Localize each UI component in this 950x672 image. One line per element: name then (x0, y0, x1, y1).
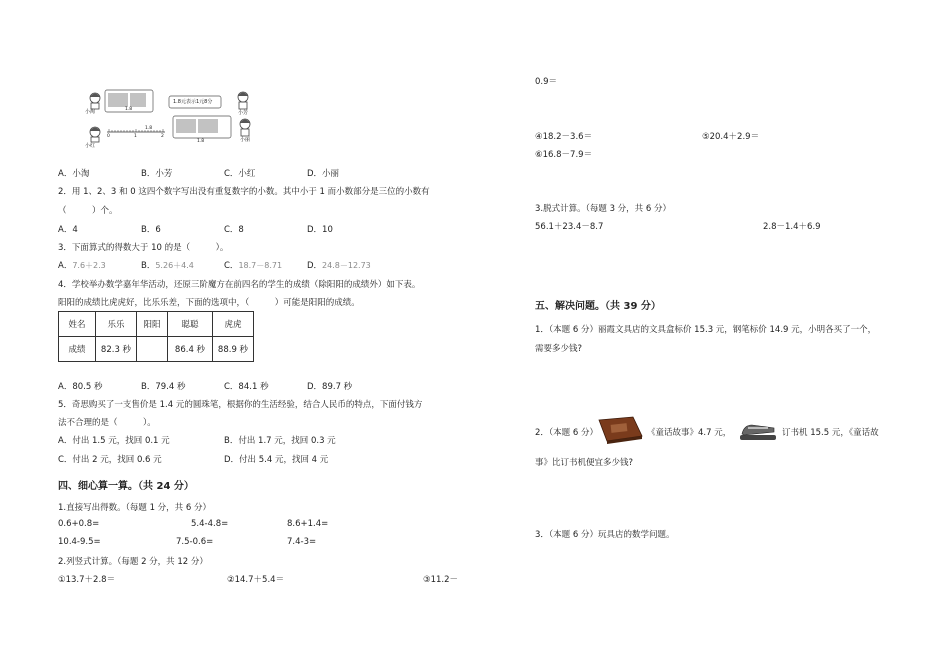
s4-1-item: 8.6+1.4= (287, 519, 329, 529)
fig-ruler-2: 2 (161, 134, 164, 139)
fig-grid-label-2: 1.8 (197, 139, 205, 144)
q5-stem-line2: 法不合理的是（ ）。 (58, 418, 156, 428)
table-cell: 82.3 秒 (96, 337, 137, 362)
p1-line2: 需要多少钱? (535, 344, 583, 354)
q3-option-b[interactable]: B．5.26＋4.4 (141, 261, 194, 271)
q4-stem-line1: 4．学校举办数学嘉年华活动，还原三阶魔方在前四名的学生的成绩（除阳阳的成绩外）如下表。 (58, 280, 421, 290)
s4-1-item: 7.5-0.6= (176, 537, 214, 547)
q1-option-b[interactable]: B．小芳 (141, 169, 173, 179)
section4-title: 四、细心算一算。（共 24 分） (58, 481, 194, 492)
s4-1-title: 1.直接写出得数。（每题 1 分，共 6 分） (58, 503, 211, 513)
q4-stem-line2: 阳阳的成绩比虎虎好，比乐乐差，下面的选项中，（ ）可能是阳阳的成绩。 (58, 298, 360, 308)
p2-prefix: 2．（本题 6 分） (535, 428, 598, 438)
fig-name-top-left: 小淘 (85, 109, 96, 115)
fig-name-top-right: 小芳 (238, 110, 249, 116)
s4-2-item: ④18.2－3.6＝ (535, 132, 593, 142)
s4-2-title: 2.列竖式计算。（每题 2 分，共 12 分） (58, 557, 208, 567)
table-cell: 成绩 (59, 337, 96, 362)
table-cell: 虎虎 (213, 312, 254, 337)
s4-3-title: 3.脱式计算。（每题 3 分，共 6 分） (535, 204, 671, 214)
s4-2-item: ⑥16.8－7.9＝ (535, 150, 593, 160)
q1-option-d[interactable]: D．小丽 (307, 169, 340, 179)
q2-option-b[interactable]: B．6 (141, 225, 161, 235)
table-header-row (59, 312, 254, 337)
s4-1-item: 5.4-4.8= (191, 519, 229, 529)
table-cell (137, 337, 168, 362)
s4-1-item: 7.4-3= (287, 537, 317, 547)
table-cell: 姓名 (59, 312, 96, 337)
p3-title: 3．（本题 6 分）玩具店的数学问题。 (535, 530, 675, 540)
kid-xiaohong-icon (90, 127, 100, 142)
q2-option-c[interactable]: C．8 (224, 225, 244, 235)
fig-ruler-1: 1 (134, 134, 137, 139)
table-cell: 聪聪 (168, 312, 213, 337)
fig-name-bottom-left: 小红 (85, 143, 96, 149)
s4-2-item: ③11.2－ (423, 575, 459, 585)
q1-option-c[interactable]: C．小红 (224, 169, 256, 179)
kid-xiaotao-icon (90, 93, 100, 109)
s4-3-item: 56.1＋23.4－8.7 (535, 222, 604, 232)
kid-xiaofang-icon (238, 92, 248, 109)
q5-option-d[interactable]: D．付出 5.4 元，找回 4 元 (224, 455, 329, 465)
fig-grid-label-1: 1.8 (125, 107, 133, 112)
table-cell: 86.4 秒 (168, 337, 213, 362)
s4-2-item: ①13.7＋2.8＝ (58, 575, 116, 585)
q4-option-b[interactable]: B．79.4 秒 (141, 382, 186, 392)
s4-2-item: ⑤20.4＋2.9＝ (702, 132, 760, 142)
s4-3-item: 2.8－1.4＋6.9 (763, 222, 821, 232)
s4-2-item-continuation: 0.9＝ (535, 77, 558, 87)
storybook-icon (595, 414, 645, 444)
q3-option-c[interactable]: C．18.7－8.71 (224, 261, 283, 271)
p2-line2: 事》比订书机便宜多少钱? (535, 458, 634, 468)
table-cell: 乐乐 (96, 312, 137, 337)
s4-1-item: 0.6+0.8= (58, 519, 100, 529)
kid-xiaoli-icon (240, 119, 250, 136)
fig-scale-label: 1.8 (145, 126, 153, 131)
fig-name-bottom-right: 小丽 (240, 137, 251, 143)
p1-line1: 1．（本题 6 分）丽霞文具店的文具盒标价 15.3 元，钢笔标价 14.9 元，小明各买了一个， (535, 325, 877, 335)
q5-option-c[interactable]: C．付出 2 元，找回 0.6 元 (58, 455, 162, 465)
p2-mid: 《童话故事》4.7 元， (647, 428, 732, 438)
s4-2-item: ②14.7＋5.4＝ (227, 575, 285, 585)
score-table (58, 311, 254, 362)
q4-option-a[interactable]: A．80.5 秒 (58, 382, 103, 392)
p2-suffix: 订书机 15.5 元，《童话故 (782, 428, 879, 438)
q3-stem: 3．下面算式的得数大于 10 的是（ ）。 (58, 243, 229, 253)
table-cell: 88.9 秒 (213, 337, 254, 362)
q3-option-a[interactable]: A．7.6＋2.3 (58, 261, 106, 271)
q5-option-b[interactable]: B．付出 1.7 元，找回 0.3 元 (224, 436, 336, 446)
q2-option-a[interactable]: A．4 (58, 225, 78, 235)
table-cell: 阳阳 (137, 312, 168, 337)
q2-stem-line2: （ ）个。 (58, 206, 118, 216)
q5-option-a[interactable]: A．付出 1.5 元，找回 0.1 元 (58, 436, 170, 446)
q4-option-c[interactable]: C．84.1 秒 (224, 382, 269, 392)
stapler-icon (738, 420, 778, 442)
question-figure (85, 88, 260, 150)
q5-stem-line1: 5．奇思购买了一支售价是 1.4 元的圆珠笔，根据你的生活经验，结合人民币的特点，下面付钱方 (58, 400, 423, 410)
q1-option-a[interactable]: A．小淘 (58, 169, 90, 179)
q4-option-d[interactable]: D．89.7 秒 (307, 382, 353, 392)
q3-option-d[interactable]: D．24.8－12.73 (307, 261, 371, 271)
q2-option-d[interactable]: D．10 (307, 225, 333, 235)
q2-stem-line1: 2．用 1、2、3 和 0 这四个数字写出没有重复数字的小数。其中小于 1 而小数部分是三位的小数有 (58, 187, 430, 197)
s4-1-item: 10.4-9.5= (58, 537, 101, 547)
section5-title: 五、解决问题。（共 39 分） (535, 301, 661, 312)
table-row (59, 337, 254, 362)
fig-bubble-text: 1.8元表示1元8分 (173, 99, 213, 105)
fig-ruler-0: 0 (107, 134, 110, 139)
